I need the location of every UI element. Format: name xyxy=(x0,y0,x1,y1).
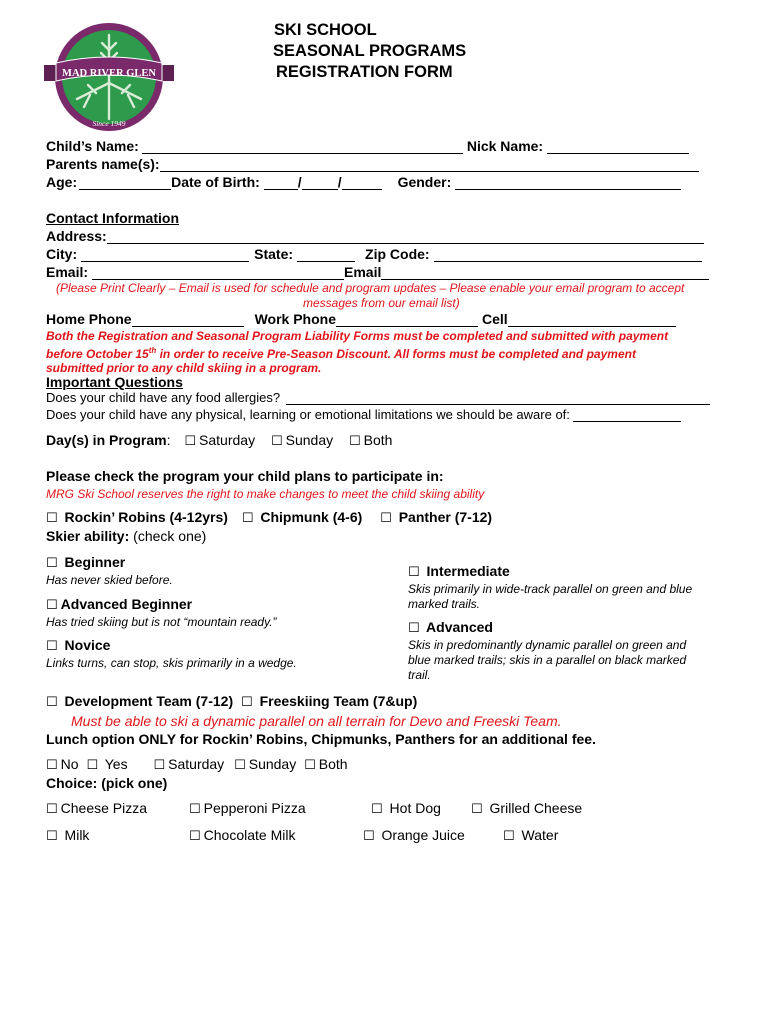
drink-water[interactable] xyxy=(503,827,558,844)
checkbox-icon[interactable]: ☐ xyxy=(46,695,58,710)
logo-since-text: Since 1949 xyxy=(92,119,126,128)
checkbox-icon[interactable]: ☐ xyxy=(46,829,58,844)
cell-field[interactable] xyxy=(508,312,676,327)
level-advanced-beginner-desc: Has tried skiing but is not “mountain ready.” xyxy=(46,615,277,629)
checkbox-icon[interactable]: ☐ xyxy=(86,758,99,773)
checkbox-icon[interactable]: ☐ xyxy=(46,556,58,571)
notice-line-2b: in order to receive Pre-Season Discount. All forms must be completed and payment xyxy=(156,346,636,361)
contact-heading: Contact Information xyxy=(46,210,179,226)
level-novice-desc: Links turns, can stop, skis primarily in a wedge. xyxy=(46,656,297,670)
checkbox-icon[interactable]: ☐ xyxy=(408,621,420,636)
question-1-row xyxy=(46,390,710,405)
drink-label: Milk xyxy=(64,827,90,843)
days-option-saturday[interactable] xyxy=(184,432,255,448)
checkbox-icon[interactable]: ☐ xyxy=(371,802,383,817)
notice-line-2 xyxy=(46,344,668,362)
checkbox-icon[interactable]: ☐ xyxy=(241,511,254,526)
program-heading: Please check the program your child plans to participate in: xyxy=(46,468,444,484)
skier-ability-row xyxy=(46,528,206,544)
email-field-1[interactable] xyxy=(92,265,344,280)
program-option-label: Chipmunk (4-6) xyxy=(260,509,363,525)
days-option-label: Saturday xyxy=(199,432,256,448)
address-row xyxy=(46,228,704,244)
level-name: Novice xyxy=(64,637,111,653)
program-option-panther[interactable] xyxy=(380,509,492,525)
email-label-1: Email: xyxy=(46,264,89,280)
level-name: Advanced Beginner xyxy=(60,596,193,612)
question-2-row xyxy=(46,407,681,422)
questions-heading: Important Questions xyxy=(46,374,183,390)
checkbox-icon[interactable]: ☐ xyxy=(46,758,58,773)
food-label: Hot Dog xyxy=(389,800,441,816)
desc-line: blue marked trails; skis in a parallel on black marked xyxy=(408,653,687,667)
zip-label: Zip Code: xyxy=(365,246,430,262)
logo-brand-text: MAD RIVER GLEN xyxy=(62,68,156,79)
lunch-saturday[interactable] xyxy=(153,756,224,772)
program-option-label: Rockin’ Robins (4-12yrs) xyxy=(64,509,228,525)
allergies-field[interactable] xyxy=(286,390,710,405)
question-1: Does your child have any food allergies? xyxy=(46,390,281,405)
team-label: Freeskiing Team (7&up) xyxy=(259,693,418,709)
food-pepperoni-pizza[interactable] xyxy=(189,800,306,817)
checkbox-icon[interactable]: ☐ xyxy=(241,695,253,710)
drink-chocolate-milk[interactable] xyxy=(189,827,295,844)
checkbox-icon[interactable]: ☐ xyxy=(234,758,246,773)
desc-line: Skis in predominantly dynamic parallel on green and xyxy=(408,638,687,652)
gender-field[interactable] xyxy=(455,175,681,190)
program-option-label: Panther (7-12) xyxy=(398,509,493,525)
team-freeski[interactable] xyxy=(241,693,417,709)
days-option-sunday[interactable] xyxy=(271,432,333,448)
lunch-options-row xyxy=(46,756,348,773)
nick-name-label: Nick Name: xyxy=(466,138,544,154)
food-cheese-pizza[interactable] xyxy=(46,800,147,817)
checkbox-icon[interactable]: ☐ xyxy=(349,434,361,449)
lunch-yes-label: Yes xyxy=(104,756,128,772)
checkbox-icon[interactable]: ☐ xyxy=(270,434,283,449)
food-hot-dog[interactable] xyxy=(371,800,441,817)
level-beginner-desc: Has never skied before. xyxy=(46,573,173,587)
age-field[interactable] xyxy=(79,175,171,190)
dob-day-field[interactable] xyxy=(302,175,338,190)
checkbox-icon[interactable]: ☐ xyxy=(304,758,316,773)
child-name-row xyxy=(46,138,689,154)
email-note-line-2: messages from our email list) xyxy=(303,296,460,310)
zip-field[interactable] xyxy=(434,247,702,262)
dob-month-field[interactable] xyxy=(264,175,298,190)
age-label: Age: xyxy=(46,174,78,190)
food-grilled-cheese[interactable] xyxy=(471,800,582,817)
dob-sep-1: / xyxy=(297,174,302,190)
days-colon: : xyxy=(166,432,171,448)
choice-label: Choice: (pick one) xyxy=(46,775,168,791)
level-advanced-desc xyxy=(408,638,686,683)
parents-name-label: Parents name(s): xyxy=(46,156,160,172)
days-row xyxy=(46,432,392,449)
skier-ability-label: Skier ability: xyxy=(46,528,130,544)
food-label: Pepperoni Pizza xyxy=(203,800,306,816)
level-name: Intermediate xyxy=(426,563,510,579)
email-field-2[interactable] xyxy=(381,265,709,280)
home-phone-field[interactable] xyxy=(132,312,244,327)
team-label: Development Team (7-12) xyxy=(64,693,234,709)
desc-line: trail. xyxy=(408,668,431,682)
parents-row xyxy=(46,156,699,172)
email-note-line-1: (Please Print Clearly – Email is used for schedule and program updates – Please enable your email program to accept xyxy=(56,281,685,295)
days-option-both[interactable] xyxy=(349,432,392,448)
title-line-2: SEASONAL PROGRAMS xyxy=(273,42,467,60)
notice-superscript: th xyxy=(148,345,157,355)
program-option-rockin-robins[interactable] xyxy=(46,509,228,525)
lunch-day-label: Both xyxy=(318,756,348,772)
desc-line: marked trails. xyxy=(408,597,481,611)
level-intermediate[interactable] xyxy=(408,563,510,580)
level-novice[interactable] xyxy=(46,637,110,654)
checkbox-icon[interactable]: ☐ xyxy=(153,758,166,773)
level-name: Advanced xyxy=(426,619,493,635)
drink-label: Chocolate Milk xyxy=(203,827,296,843)
lunch-sunday[interactable] xyxy=(234,756,296,772)
lunch-no-label: No xyxy=(60,756,79,772)
address-label: Address: xyxy=(46,228,107,244)
checkbox-icon[interactable]: ☐ xyxy=(380,511,392,526)
checkbox-icon[interactable]: ☐ xyxy=(46,802,58,817)
level-advanced[interactable] xyxy=(408,619,493,636)
teams-row xyxy=(46,693,417,710)
address-field[interactable] xyxy=(107,229,704,244)
state-label: State: xyxy=(254,246,294,262)
city-field[interactable] xyxy=(81,247,249,262)
teams-note: Must be able to ski a dynamic parallel on all terrain for Devo and Freeski Team. xyxy=(71,713,562,729)
checkbox-icon[interactable]: ☐ xyxy=(471,802,483,817)
checkbox-icon[interactable]: ☐ xyxy=(46,639,58,654)
level-advanced-beginner[interactable] xyxy=(46,596,192,613)
lunch-day-label: Sunday xyxy=(248,756,297,772)
checkbox-icon[interactable]: ☐ xyxy=(184,434,197,449)
gender-label: Gender: xyxy=(397,174,452,190)
cell-label: Cell xyxy=(482,311,508,327)
city-label: City: xyxy=(46,246,78,262)
checkbox-icon[interactable]: ☐ xyxy=(503,829,515,844)
drink-orange-juice[interactable] xyxy=(363,827,465,844)
phone-row xyxy=(46,311,676,327)
notice-line-3: submitted prior to any child skiing in a program. xyxy=(46,361,322,375)
level-intermediate-desc xyxy=(408,582,692,612)
lunch-day-label: Saturday xyxy=(168,756,225,772)
question-2: Does your child have any physical, learning or emotional limitations we should be aware of: xyxy=(46,407,570,422)
dob-year-field[interactable] xyxy=(342,175,382,190)
checkbox-icon[interactable]: ☐ xyxy=(189,829,201,844)
work-phone-label: Work Phone xyxy=(254,311,336,327)
level-name: Beginner xyxy=(64,554,126,570)
age-row xyxy=(46,174,681,190)
child-name-field[interactable] xyxy=(142,139,463,154)
home-phone-label: Home Phone xyxy=(46,311,132,327)
title-line-3: REGISTRATION FORM xyxy=(276,63,453,81)
checkbox-icon[interactable]: ☐ xyxy=(46,511,58,526)
checkbox-icon[interactable]: ☐ xyxy=(408,565,420,580)
checkbox-icon[interactable]: ☐ xyxy=(363,829,375,844)
city-row xyxy=(46,246,702,262)
email-row xyxy=(46,264,709,280)
lunch-heading: Lunch option ONLY for Rockin’ Robins, Chipmunks, Panthers for an additional fee. xyxy=(46,731,596,747)
program-option-chipmunk[interactable] xyxy=(242,509,362,525)
lunch-both[interactable] xyxy=(304,756,347,772)
title-line-1: SKI SCHOOL xyxy=(274,21,377,39)
food-label: Grilled Cheese xyxy=(489,800,583,816)
lunch-yes[interactable] xyxy=(86,756,127,772)
child-name-label: Child’s Name: xyxy=(46,138,139,154)
notice-line-1: Both the Registration and Seasonal Program Liability Forms must be completed and submitted with payment xyxy=(46,329,669,343)
program-disclaimer: MRG Ski School reserves the right to make changes to meet the child skiing ability xyxy=(46,487,485,501)
work-phone-field[interactable] xyxy=(336,312,478,327)
skier-ability-hint: (check one) xyxy=(133,528,207,544)
days-label: Day(s) in Program xyxy=(46,432,167,448)
days-option-label: Both xyxy=(363,432,393,448)
drink-label: Orange Juice xyxy=(381,827,465,843)
parents-name-field[interactable] xyxy=(160,157,699,172)
dob-sep-2: / xyxy=(337,174,342,190)
limitations-field[interactable] xyxy=(573,407,681,422)
checkbox-icon[interactable]: ☐ xyxy=(46,598,58,613)
days-option-label: Sunday xyxy=(285,432,334,448)
state-field[interactable] xyxy=(297,247,355,262)
level-beginner[interactable] xyxy=(46,554,125,571)
lunch-no[interactable] xyxy=(46,756,79,772)
nick-name-field[interactable] xyxy=(547,139,689,154)
discount-notice xyxy=(46,329,668,376)
food-label: Cheese Pizza xyxy=(60,800,148,816)
team-devo[interactable] xyxy=(46,693,233,709)
mad-river-glen-logo xyxy=(42,21,176,133)
drink-milk[interactable] xyxy=(46,827,89,844)
program-options-row xyxy=(46,509,492,526)
checkbox-icon[interactable]: ☐ xyxy=(189,802,201,817)
drink-label: Water xyxy=(521,827,559,843)
notice-line-2a: before October 15 xyxy=(46,346,149,361)
email-label-2: Email xyxy=(344,264,382,280)
dob-label: Date of Birth: xyxy=(171,174,260,190)
desc-line: Skis primarily in wide-track parallel on green and blue xyxy=(408,582,693,596)
